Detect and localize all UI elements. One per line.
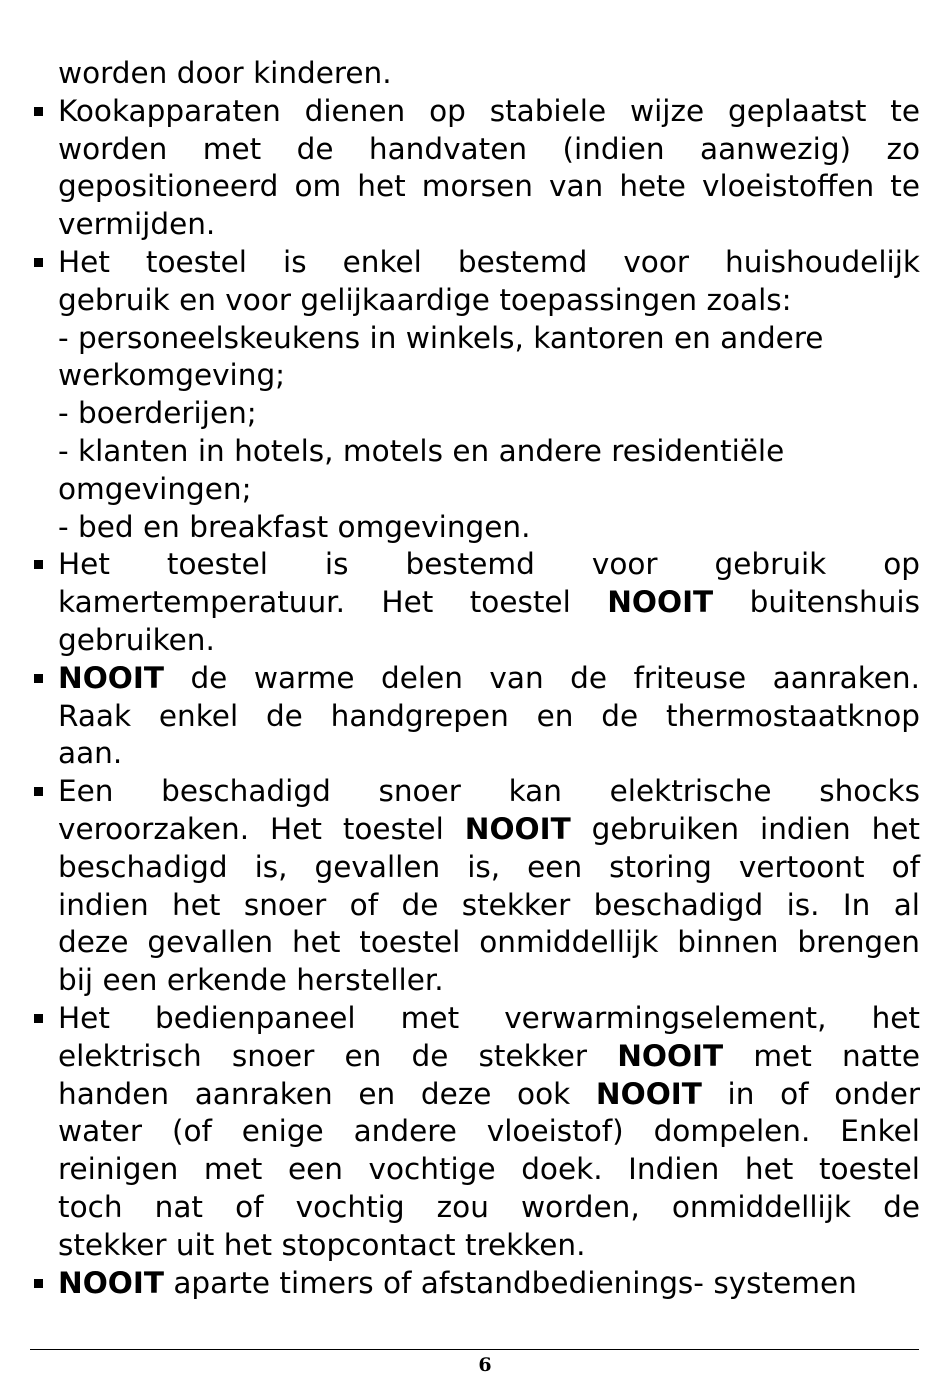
page-number: 6 — [478, 1354, 492, 1376]
list-item — [32, 660, 920, 773]
emphasis-nooit: NOOIT — [607, 585, 714, 620]
text-line: werkomgeving; — [58, 358, 286, 393]
text-span: handen aanraken en deze ook — [58, 1076, 596, 1111]
text-line: - boerderijen; — [58, 396, 257, 431]
text-line: Het bedienpaneel met verwarmingselement, het — [58, 1000, 920, 1035]
text-line: vermijden. — [58, 207, 216, 242]
text-line: Kookapparaten dienen op stabiele wijze geplaatst te — [58, 93, 920, 128]
emphasis-nooit: NOOIT — [58, 1265, 164, 1300]
text-line — [58, 1265, 920, 1303]
list-item — [32, 1000, 920, 1265]
text-line: stekker uit het stopcontact trekken. — [58, 1227, 586, 1262]
list-item — [32, 546, 920, 659]
square-bullet-icon — [34, 674, 43, 683]
text-line — [58, 660, 920, 698]
text-line: - klanten in hotels, motels en andere residentiële — [58, 433, 785, 468]
list-item — [32, 244, 920, 546]
emphasis-nooit: NOOIT — [464, 811, 571, 846]
emphasis-nooit: NOOIT — [58, 660, 164, 695]
square-bullet-icon — [34, 1014, 43, 1023]
text-line: - personeelskeukens in winkels, kantoren en andere — [58, 320, 824, 355]
text-line: beschadigd is, gevallen is, een storing vertoont of — [58, 849, 920, 884]
square-bullet-icon — [34, 107, 43, 116]
text-line: reinigen met een vochtige doek. Indien het toestel — [58, 1152, 920, 1187]
text-line: worden door kinderen. — [58, 56, 392, 90]
list-item — [32, 773, 920, 1000]
text-line — [58, 1038, 920, 1076]
list-item — [32, 93, 920, 244]
text-line: gebruiken. — [58, 622, 215, 657]
text-line: worden met de handvaten (indien aanwezig) zo — [58, 131, 920, 166]
text-span: buitenshuis — [713, 585, 920, 620]
text-span: gebruiken indien het — [570, 811, 920, 846]
text-line: deze gevallen het toestel onmiddellijk binnen brengen — [58, 925, 920, 960]
list-item — [32, 1265, 920, 1303]
square-bullet-icon — [34, 1279, 43, 1288]
text-line: - bed en breakfast omgevingen. — [58, 509, 531, 544]
square-bullet-icon — [34, 258, 43, 267]
text-span: met natte — [723, 1038, 921, 1073]
continuation-text — [32, 55, 920, 93]
text-span: de warme delen van de friteuse aanraken. — [163, 660, 920, 695]
text-line: toch nat of vochtig zou worden, onmiddellijk de — [58, 1189, 920, 1224]
text-span: elektrisch snoer en de stekker — [58, 1038, 618, 1073]
footer-divider — [30, 1349, 919, 1350]
text-span: in of onder — [701, 1076, 920, 1111]
text-line: gepositioneerd om het morsen van hete vloeistoffen te — [58, 169, 920, 204]
text-line: aan. — [58, 736, 123, 771]
text-line — [58, 1076, 920, 1114]
text-line: omgevingen; — [58, 471, 252, 506]
square-bullet-icon — [34, 787, 43, 796]
text-line: Het toestel is enkel bestemd voor huishoudelijk — [58, 244, 920, 279]
text-line: Het toestel is bestemd voor gebruik op — [58, 547, 920, 582]
text-line: gebruik en voor gelijkaardige toepassingen zoals: — [58, 282, 792, 317]
text-span: kamertemperatuur. Het toestel — [58, 585, 608, 620]
text-line — [58, 811, 920, 849]
text-span: veroorzaken. Het toestel — [58, 811, 465, 846]
emphasis-nooit: NOOIT — [595, 1076, 702, 1111]
text-line — [58, 584, 920, 622]
emphasis-nooit: NOOIT — [617, 1038, 724, 1073]
safety-instructions — [32, 55, 920, 1302]
text-line: Raak enkel de handgrepen en de thermostaatknop — [58, 698, 920, 733]
text-span: aparte timers of afstandbedienings- systemen — [163, 1265, 857, 1300]
square-bullet-icon — [34, 560, 43, 569]
text-line: bij een erkende hersteller. — [58, 963, 444, 998]
text-line: water (of enige andere vloeistof) dompelen. Enkel — [58, 1114, 920, 1149]
text-line: Een beschadigd snoer kan elektrische shocks — [58, 774, 920, 809]
text-line: indien het snoer of de stekker beschadigd is. In al — [58, 887, 920, 922]
